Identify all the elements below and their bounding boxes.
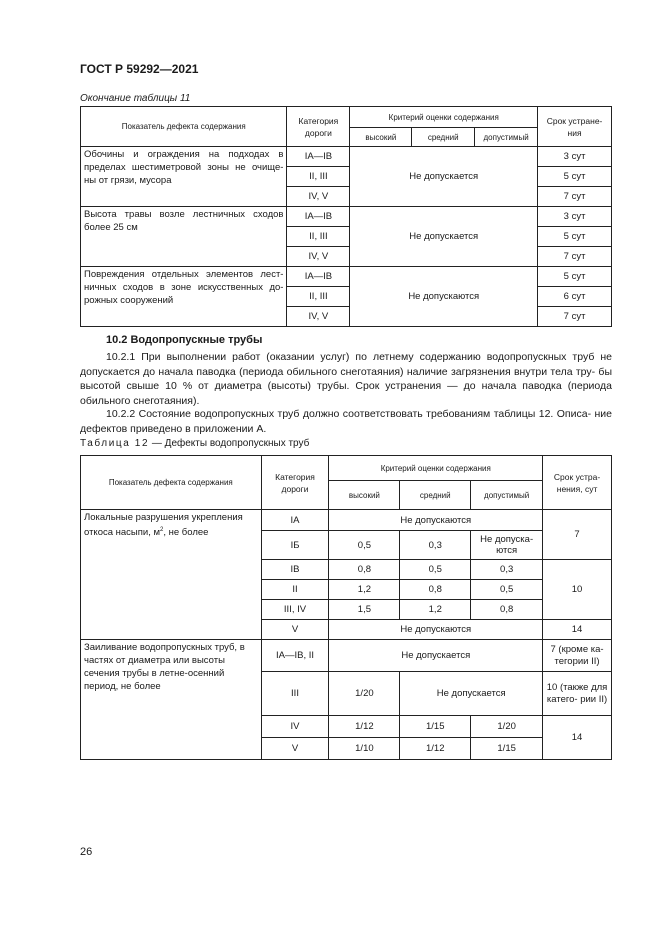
category-cell: IA—IB — [287, 147, 350, 167]
term-cell: 7 — [543, 510, 612, 560]
criterion-cell: Не допускается — [350, 147, 538, 207]
high-cell: 0,8 — [329, 560, 400, 580]
table-row — [81, 510, 612, 531]
header-criteria: Критерий оценки содержания — [350, 107, 538, 128]
term-cell: 14 — [543, 716, 612, 760]
table-12 — [80, 455, 612, 760]
indicator-cell: Обочины и ограждения на подходах в пределах шестиметровой зоны не очище- ны от грязи, мусора — [81, 147, 287, 207]
header-term: Срок устра- нения, сут — [543, 456, 612, 510]
table-row — [81, 267, 612, 287]
medium-cell: 1/12 — [400, 738, 471, 760]
header-medium: средний — [400, 481, 471, 510]
table-row — [81, 640, 612, 672]
category-cell: II, III — [287, 167, 350, 187]
header-criteria: Критерий оценки содержания — [329, 456, 543, 481]
medium-cell: 1,2 — [400, 600, 471, 620]
category-cell: IV, V — [287, 187, 350, 207]
term-cell: 10 — [543, 560, 612, 620]
category-cell: IV — [261, 716, 329, 738]
header-high: высокий — [350, 128, 412, 147]
high-cell: 1/20 — [329, 672, 400, 716]
indicator-text-end: , не более — [163, 527, 209, 539]
indicator-cell — [81, 510, 262, 640]
category-cell: IV, V — [287, 247, 350, 267]
category-cell: III — [261, 672, 329, 716]
high-cell: 1,5 — [329, 600, 400, 620]
term-cell: 10 (также для катего- рии II) — [543, 672, 612, 716]
term-cell: 14 — [543, 620, 612, 640]
indicator-cell: Повреждения отдельных элементов лест- ничных сходов в зоне искусственных до- рожных сооружений — [81, 267, 287, 327]
term-cell: 6 сут — [538, 287, 612, 307]
category-cell: III, IV — [261, 600, 329, 620]
paragraph-10-2-1 — [80, 350, 612, 408]
criterion-cell: Не допускаются — [329, 620, 543, 640]
table-11-caption: Окончание таблицы 11 — [80, 93, 191, 104]
paragraph-text: 10.2.2 Состояние водопропускных труб должно соответствовать требованиям таблицы 12. Описа- ние дефектов приведено в приложении А. — [80, 408, 612, 435]
term-cell: 5 сут — [538, 267, 612, 287]
header-medium: средний — [412, 128, 475, 147]
allowed-cell: 1/20 — [471, 716, 543, 738]
category-cell: IB — [261, 560, 329, 580]
high-cell: 1/10 — [329, 738, 400, 760]
medium-cell: 0,3 — [400, 531, 471, 560]
category-cell: II, III — [287, 287, 350, 307]
allowed-cell: 0,3 — [471, 560, 543, 580]
category-cell: IA—IB, II — [261, 640, 329, 672]
standard-header: ГОСТ Р 59292—2021 — [80, 62, 199, 76]
criterion-cell: Не допускаются — [350, 267, 538, 327]
criterion-cell: Не допускается — [329, 640, 543, 672]
category-cell: IA—IB — [287, 207, 350, 227]
header-term: Срок устране- ния — [538, 107, 612, 147]
term-cell: 3 сут — [538, 147, 612, 167]
allowed-cell: Не допуска- ются — [471, 531, 543, 560]
high-cell: 0,5 — [329, 531, 400, 560]
paragraph-text: 10.2.1 При выполнении работ (оказании услуг) по летнему содержанию водопропускных труб не допускается до начала паводка (периода обильного снеготаяния) наличие загрязнения внутри тела тру- бы высотой свыше 10 % от диаметра (высоты) трубы. Срок устранения — до начала паводка (периода обильного снеготаяния). — [80, 351, 612, 407]
indicator-text: Локальные разрушения укрепления откоса насыпи, м — [84, 512, 243, 539]
criterion-cell: Не допускается — [400, 672, 543, 716]
term-cell: 7 сут — [538, 307, 612, 327]
table-11 — [80, 106, 612, 327]
term-cell: 7 сут — [538, 247, 612, 267]
header-category: Категория дороги — [287, 107, 350, 147]
term-cell: 7 (кроме ка- тегории II) — [543, 640, 612, 672]
header-indicator: Показатель дефекта содержания — [81, 456, 262, 510]
allowed-cell: 0,5 — [471, 580, 543, 600]
high-cell: 1,2 — [329, 580, 400, 600]
medium-cell: 0,8 — [400, 580, 471, 600]
indicator-cell: Заиливание водопропускных труб, в частях от диаметра или высоты сечения трубы в летне-осенний период, не более — [81, 640, 262, 760]
paragraph-10-2-2 — [80, 407, 612, 436]
medium-cell: 1/15 — [400, 716, 471, 738]
category-cell: V — [261, 738, 329, 760]
header-allowed: допустимый — [471, 481, 543, 510]
category-cell: IA—IB — [287, 267, 350, 287]
high-cell: 1/12 — [329, 716, 400, 738]
category-cell: II, III — [287, 227, 350, 247]
criterion-cell: Не допускаются — [329, 510, 543, 531]
table-12-label: Таблица 12 — [80, 438, 150, 449]
page-number: 26 — [80, 846, 93, 858]
table-row — [81, 147, 612, 167]
table-12-caption — [80, 438, 309, 449]
header-indicator: Показатель дефекта содержания — [81, 107, 287, 147]
section-title: 10.2 Водопропускные трубы — [106, 334, 263, 346]
table-12-title: — Дефекты водопропускных труб — [149, 438, 310, 449]
header-allowed: допустимый — [475, 128, 538, 147]
term-cell: 3 сут — [538, 207, 612, 227]
medium-cell: 0,5 — [400, 560, 471, 580]
indicator-cell: Высота травы возле лестничных сходов более 25 см — [81, 207, 287, 267]
category-cell: IV, V — [287, 307, 350, 327]
category-cell: II — [261, 580, 329, 600]
header-category: Категория дороги — [261, 456, 329, 510]
category-cell: IA — [261, 510, 329, 531]
term-cell: 5 сут — [538, 227, 612, 247]
criterion-cell: Не допускается — [350, 207, 538, 267]
term-cell: 7 сут — [538, 187, 612, 207]
indicator-superscript: 2 — [160, 527, 164, 533]
allowed-cell: 1/15 — [471, 738, 543, 760]
allowed-cell: 0,8 — [471, 600, 543, 620]
table-row — [81, 207, 612, 227]
category-cell: V — [261, 620, 329, 640]
header-high: высокий — [329, 481, 400, 510]
category-cell: IБ — [261, 531, 329, 560]
term-cell: 5 сут — [538, 167, 612, 187]
